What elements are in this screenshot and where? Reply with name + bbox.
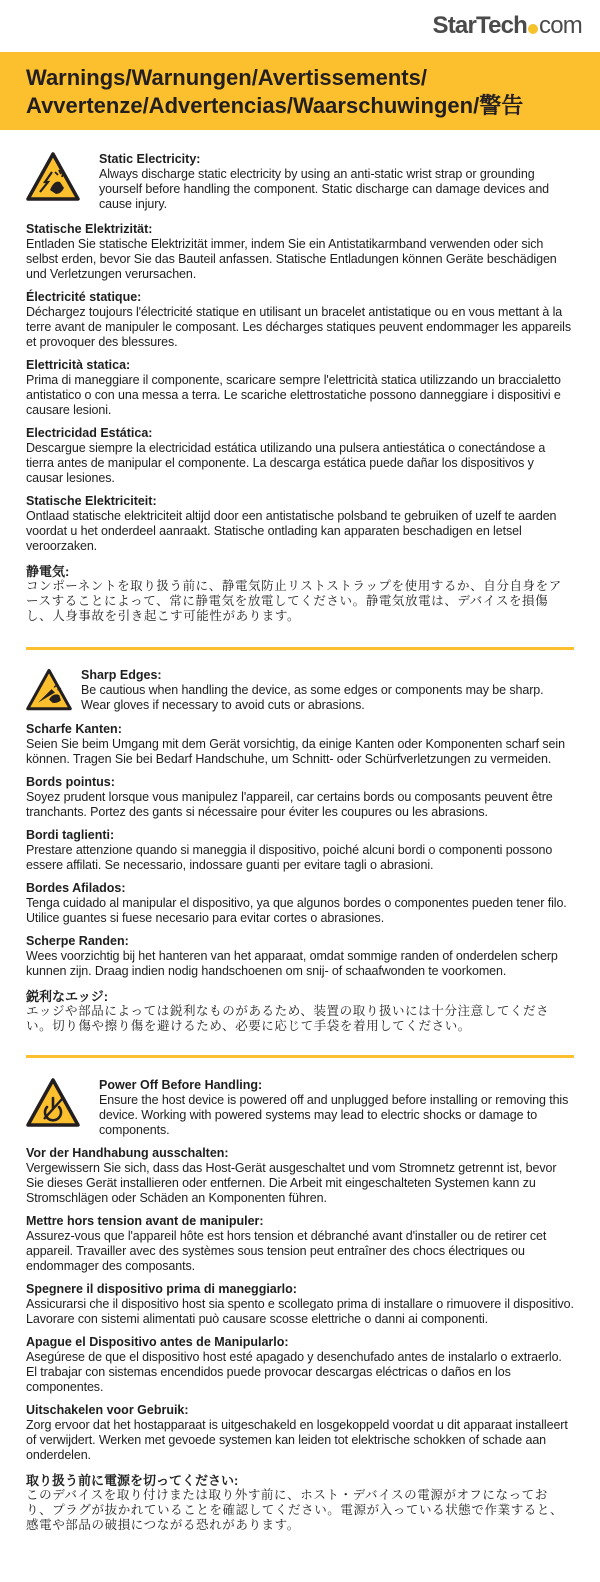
- logo-dot: [528, 24, 538, 34]
- section-header: [26, 152, 574, 216]
- warning-text: Ontlaad statische elektriciteit altijd door een antistatische polsband te gebruiken of uzelf te aarden voordat u het onderdeel aanraakt. Statische ontlading kan apparaten beschadigen en letsel veroorzaken.: [26, 509, 557, 553]
- warning-title: Bordi taglienti:: [26, 828, 115, 842]
- warning-text: このデバイスを取り付けまたは取り外す前に、ホスト・デバイスの電源がオフになっており、プラグが抜かれていることを確認してください。電源が入っている状態で作業すると、感電や部品の破損につながる恐れがあります。: [26, 1488, 564, 1532]
- banner-title-line1: Warnings/Warnungen/Avertissements/: [26, 65, 427, 90]
- section-header: [26, 668, 574, 718]
- warning-entry-ja: [26, 1473, 574, 1533]
- warning-title: Apague el Dispositivo antes de Manipularlo:: [26, 1335, 289, 1349]
- warning-text: Déchargez toujours l'électricité statique en utilisant un bracelet antistatique ou en vous mettant à la terre avant de manipuler le composant. Les décharges statiques peuvent endommager les appareils et provoquer des blessures.: [26, 305, 571, 349]
- sharp-edges-warning-icon: [26, 668, 72, 712]
- warning-text: Soyez prudent lorsque vous manipulez l'appareil, car certains bords ou composants peuvent être tranchants. Portez des gants si nécessaire pour éviter les coupures ou les abrasions.: [26, 790, 553, 819]
- warning-entry-nl: [26, 1403, 574, 1463]
- warning-title: Sharp Edges:: [81, 668, 162, 682]
- warning-title: Vor der Handhabung ausschalten:: [26, 1146, 229, 1160]
- warning-text: コンポーネントを取り扱う前に、静電気防止リストストラップを使用するか、自分自身をアースすることによって、常に静電気を放電してください。静電気放電は、デバイスを損傷し、人身事故を引き起こす可能性があります。: [26, 579, 562, 623]
- section-header-text: [99, 152, 575, 212]
- warning-text: Tenga cuidado al manipular el dispositivo, ya que algunos bordes o componentes pueden tener filo. Utilice guantes si fuese necesario para evitar cortes o abrasiones.: [26, 896, 567, 925]
- startech-logo: [433, 12, 582, 40]
- warning-title: Électricité statique:: [26, 290, 142, 304]
- banner-title-line2: Avvertenze/Advertencias/Waarschuwingen/警告: [26, 93, 524, 118]
- warning-entry-fr: [26, 775, 574, 820]
- warning-title: Uitschakelen voor Gebruik:: [26, 1403, 189, 1417]
- warning-title: Mettre hors tension avant de manipuler:: [26, 1214, 264, 1228]
- warning-entry-de: [26, 722, 574, 767]
- logo-name: StarTech: [432, 12, 528, 39]
- warning-title: Scherpe Randen:: [26, 934, 129, 948]
- section-header-text: [81, 668, 575, 713]
- warning-text: Wees voorzichtig bij het hanteren van het apparaat, omdat sommige randen of onderdelen scherp kunnen zijn. Draag indien nodig handschoenen om snij- of schaafwonden te voorkomen.: [26, 949, 558, 978]
- warning-text: Seien Sie beim Umgang mit dem Gerät vorsichtig, da einige Kanten oder Komponenten scharf sein können. Tragen Sie bei Bedarf Handschuhe, um Schnitt- oder Schürfverletzungen zu vermeiden.: [26, 737, 565, 766]
- warning-text: Prima di maneggiare il componente, scaricare sempre l'elettricità statica utilizzando un braccialetto antistatico o con una messa a terra. Le scariche elettrostatiche possono danneggiare i dispositivi e causare lesioni.: [26, 373, 561, 417]
- section-divider: [26, 1055, 574, 1058]
- warning-entry-es: [26, 426, 574, 486]
- warning-title: Electricidad Estática:: [26, 426, 153, 440]
- warning-text: Zorg ervoor dat het hostapparaat is uitgeschakeld en losgekoppeld voordat u dit apparaat installeert of verwijdert. Werken met gevoede systemen kan leiden tot elektrische schokken of schade aan onderdelen.: [26, 1418, 568, 1462]
- warning-text: Always discharge static electricity by using an anti-static wrist strap or grounding yourself before handling the component. Static discharge can damage devices and cause injury.: [99, 167, 550, 211]
- warning-entry-es: [26, 881, 574, 926]
- warning-entry-ja: [26, 564, 574, 624]
- warning-title: 取り扱う前に電源を切ってください:: [26, 1473, 239, 1488]
- warning-text: Asegúrese de que el dispositivo host esté apagado y desenchufado antes de instalarlo o extraerlo. El trabajar con sistemas encendidos puede provocar descargas eléctricas o daños en los componentes.: [26, 1350, 562, 1394]
- warning-title: Statische Elektriciteit:: [26, 494, 157, 508]
- warning-text: Assurez-vous que l'appareil hôte est hors tension et débranché avant d'installer ou de retirer cet appareil. Travailler avec des systèmes sous tension peut entraîner des chocs électriques ou endommager des composants.: [26, 1229, 547, 1273]
- warning-text: Prestare attenzione quando si maneggia il dispositivo, poiché alcuni bordi o componenti possono essere affilati. Se necessario, indossare guanti per evitare tagli o abrasioni.: [26, 843, 553, 872]
- warning-entry-fr: [26, 290, 574, 350]
- sharp-edges-section: [26, 668, 574, 1034]
- section-header: [26, 1078, 574, 1138]
- warning-entry-it: [26, 828, 574, 873]
- warning-text: Entladen Sie statische Elektrizität immer, indem Sie ein Antistatikarmband verwenden oder sich selbst erden, bevor Sie das Bauteil anfassen. Statische Entladungen können Geräte beschädigen und Verletzungen verursachen.: [26, 237, 557, 281]
- warning-text: Descargue siempre la electricidad estática utilizando una pulsera antiestática o conectándose a tierra antes de manipular el componente. La descarga estática puede dañar los dispositivos y causar lesiones.: [26, 441, 546, 485]
- warning-title: Scharfe Kanten:: [26, 722, 122, 736]
- warning-title: Statische Elektrizität:: [26, 222, 153, 236]
- warning-entry-fr: [26, 1214, 574, 1274]
- warning-entry-nl: [26, 494, 574, 554]
- banner-title: [26, 64, 574, 120]
- warning-entry-it: [26, 358, 574, 418]
- warning-entry-es: [26, 1335, 574, 1395]
- static-electricity-section: [26, 152, 574, 624]
- warning-entry-ja: [26, 989, 574, 1034]
- warning-title: Power Off Before Handling:: [99, 1078, 263, 1092]
- warning-title: Bordes Afilados:: [26, 881, 126, 895]
- section-header-text: [99, 1078, 575, 1138]
- warning-title: 静電気:: [26, 564, 70, 579]
- warning-text: Vergewissern Sie sich, dass das Host-Gerät ausgeschaltet und vom Stromnetz getrennt ist, bevor Sie dieses Gerät installieren oder entfernen. Die Arbeit mit eingeschalteten Systemen kann zu Stromschlägen oder Schäden an Komponenten führen.: [26, 1161, 557, 1205]
- warning-text: エッジや部品によっては鋭利なものがあるため、装置の取り扱いには十分注意してください。切り傷や擦り傷を避けるため、必要に応じて手袋を着用してください。: [26, 1004, 550, 1033]
- warning-title: Static Electricity:: [99, 152, 201, 166]
- warning-entry-de: [26, 1146, 574, 1206]
- warning-title: Bords pointus:: [26, 775, 115, 789]
- warnings-banner: [0, 52, 600, 130]
- power-off-warning-icon: [26, 1078, 80, 1128]
- warning-title: 鋭利なエッジ:: [26, 989, 109, 1004]
- section-divider: [26, 647, 574, 650]
- warning-text: Ensure the host device is powered off and unplugged before installing or removing this device. Working with powered systems may lead to electric shocks or damage to components.: [99, 1093, 569, 1137]
- warning-entry-it: [26, 1282, 574, 1327]
- warning-entry-nl: [26, 934, 574, 979]
- power-off-section: [26, 1078, 574, 1533]
- warning-title: Elettricità statica:: [26, 358, 131, 372]
- static-electricity-warning-icon: [26, 152, 80, 202]
- warning-text: Be cautious when handling the device, as some edges or components may be sharp. Wear gloves if necessary to avoid cuts or abrasions.: [81, 683, 544, 712]
- warning-text: Assicurarsi che il dispositivo host sia spento e scollegato prima di installare o rimuovere il dispositivo. Lavorare con sistemi alimentati può causare scosse elettriche o danni ai componenti.: [26, 1297, 574, 1326]
- warning-entry-de: [26, 222, 574, 282]
- warning-title: Spegnere il dispositivo prima di maneggiarlo:: [26, 1282, 297, 1296]
- logo-suffix: com: [539, 12, 582, 39]
